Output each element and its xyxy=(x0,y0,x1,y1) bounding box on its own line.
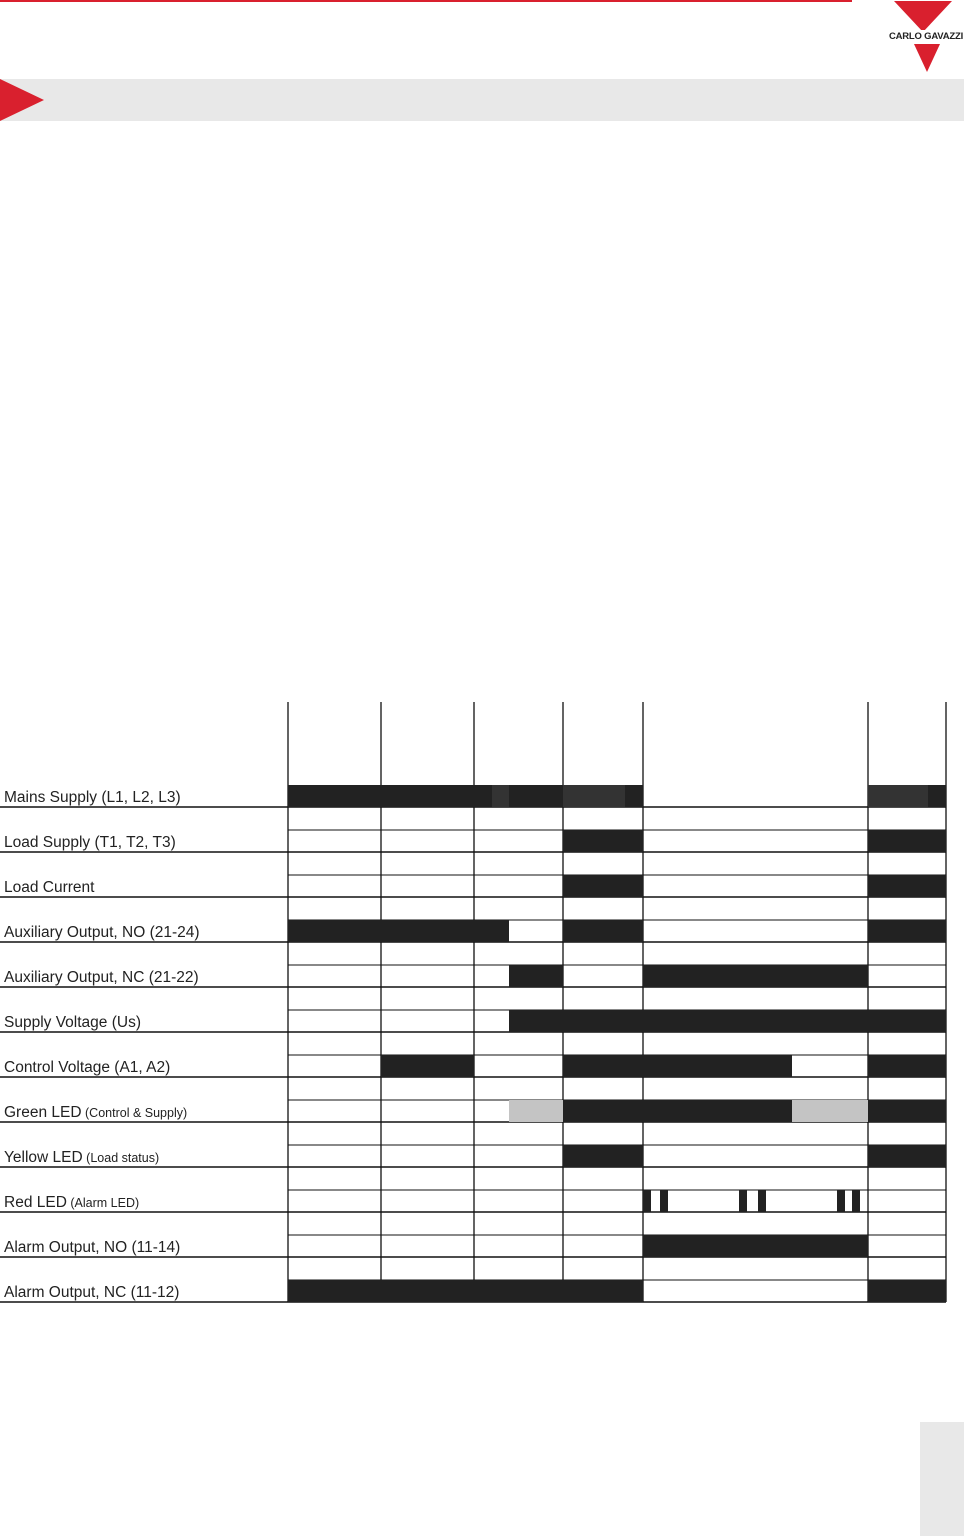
signal-high-segment xyxy=(792,1100,868,1122)
signal-high-segment xyxy=(660,1190,668,1212)
signal-name: Control Voltage (A1, A2) xyxy=(4,1059,171,1076)
signal-high-segment xyxy=(563,830,643,852)
signal-name: Auxiliary Output, NC (21-22) xyxy=(4,969,199,986)
signal-high-segment xyxy=(563,920,643,942)
signal-high-segment xyxy=(928,785,946,807)
signal-high-segment xyxy=(643,965,868,987)
signal-high-segment xyxy=(288,785,492,807)
carlo-gavazzi-logo xyxy=(888,0,964,74)
signal-sublabel: (Alarm LED) xyxy=(66,1196,140,1210)
signal-name: Alarm Output, NC (11-12) xyxy=(4,1284,180,1301)
signal-high-segment xyxy=(492,785,509,807)
signal-name: Green LED xyxy=(4,1104,82,1121)
signal-label-10 xyxy=(4,1237,180,1259)
signal-high-segment xyxy=(643,1235,868,1257)
signal-name: Yellow LED xyxy=(4,1149,83,1166)
logo-wordmark: CARLO GAVAZZI xyxy=(888,31,964,42)
signal-high-segment xyxy=(837,1190,845,1212)
signal-label-4 xyxy=(4,967,199,989)
signal-high-segment xyxy=(868,1280,946,1302)
timing-diagram xyxy=(0,700,964,1310)
signal-high-segment xyxy=(563,785,625,807)
signal-high-segment xyxy=(739,1190,747,1212)
signal-high-segment xyxy=(509,965,563,987)
signal-name: Load Supply (T1, T2, T3) xyxy=(4,834,176,851)
signal-name: Auxiliary Output, NO (21-24) xyxy=(4,924,200,941)
signal-label-11 xyxy=(4,1282,179,1304)
signal-high-segment xyxy=(381,1055,474,1077)
signal-high-segment xyxy=(868,920,946,942)
signal-label-3 xyxy=(4,922,200,944)
signal-high-segment xyxy=(868,1055,946,1077)
signal-high-segment xyxy=(509,1100,563,1122)
signal-high-segment xyxy=(509,785,563,807)
signal-label-7 xyxy=(4,1102,187,1124)
signal-high-segment xyxy=(868,830,946,852)
signal-name: Supply Voltage (Us) xyxy=(4,1014,141,1031)
signal-high-segment xyxy=(868,1100,946,1122)
signal-high-segment xyxy=(563,1145,643,1167)
signal-name: Alarm Output, NO (11-14) xyxy=(4,1239,181,1256)
signal-high-segment xyxy=(625,785,643,807)
signal-label-2 xyxy=(4,877,94,899)
signal-high-segment xyxy=(563,875,643,897)
signal-high-segment xyxy=(509,1010,946,1032)
signal-high-segment xyxy=(288,920,509,942)
signal-label-8 xyxy=(4,1147,159,1169)
top-red-rule xyxy=(0,0,852,2)
signal-high-segment xyxy=(643,1190,651,1212)
signal-label-6 xyxy=(4,1057,170,1079)
signal-sublabel: (Control & Supply) xyxy=(81,1106,188,1120)
signal-label-5 xyxy=(4,1012,141,1034)
signal-label-0 xyxy=(4,787,181,809)
signal-sublabel: (Load status) xyxy=(82,1151,160,1165)
signal-label-1 xyxy=(4,832,176,854)
signal-name: Load Current xyxy=(4,879,95,896)
signal-high-segment xyxy=(563,1055,792,1077)
section-arrow-icon xyxy=(0,79,44,121)
signal-high-segment xyxy=(758,1190,766,1212)
signal-high-segment xyxy=(868,1145,946,1167)
page-number-tab xyxy=(920,1422,964,1536)
signal-name: Mains Supply (L1, L2, L3) xyxy=(4,789,181,806)
signal-high-segment xyxy=(868,875,946,897)
signal-high-segment xyxy=(852,1190,860,1212)
section-header-band xyxy=(0,79,964,121)
signal-high-segment xyxy=(563,1100,792,1122)
signal-name: Red LED xyxy=(4,1194,67,1211)
signal-high-segment xyxy=(288,1280,643,1302)
signal-label-9 xyxy=(4,1192,139,1214)
signal-high-segment xyxy=(868,785,928,807)
